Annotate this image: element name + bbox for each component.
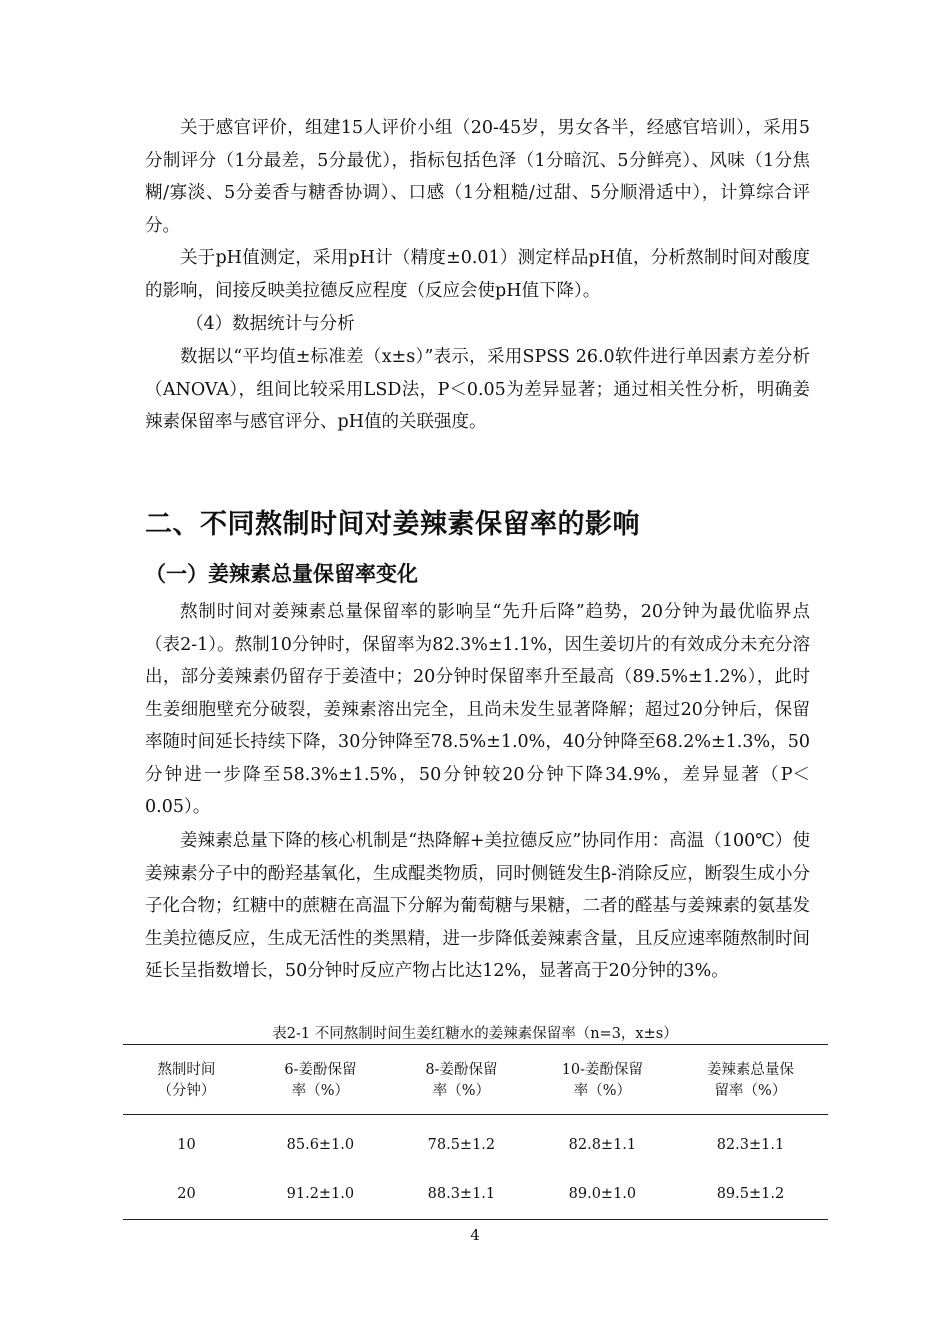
column-header-6-gingerol: 6-姜酚保留 率（%） xyxy=(250,1045,391,1115)
paragraph-sensory-evaluation: 关于感官评价，组建15人评价小组（20-45岁，男女各半，经感官培训），采用5分制评分（1分最差，5分最优），指标包括色泽（1分暗沉、5分鲜亮）、风味（1分焦糊/寡淡、5分姜香与糖香协调）、口感（1分粗糙/过甜、5分顺滑适中），计算综合评分。 xyxy=(145,118,810,236)
column-header-total-gingerol: 姜辣素总量保 留率（%） xyxy=(673,1045,828,1115)
cell-time: 20 xyxy=(123,1169,250,1220)
table-header-row xyxy=(123,1045,828,1115)
page-number: 4 xyxy=(470,1226,480,1244)
cell-8-gingerol: 88.3±1.1 xyxy=(391,1169,532,1220)
paragraph-statistics: 数据以“平均值±标准差（x±s）”表示，采用SPSS 26.0软件进行单因素方差分析（ANOVA），组间比较采用LSD法，P＜0.05为差异显著；通过相关性分析，明确姜辣素保留率与感官评分、pH值的关联强度。 xyxy=(145,347,810,432)
cell-time: 10 xyxy=(177,1137,196,1153)
cell-6-gingerol: 91.2±1.0 xyxy=(250,1169,391,1220)
section-heading: 二、不同熬制时间对姜辣素保留率的影响 xyxy=(145,509,640,540)
paragraph-retention-change: 熬制时间对姜辣素总量保留率的影响呈“先升后降”趋势，20分钟为最优临界点（表2-1）。熬制10分钟时，保留率为82.3%±1.1%，因生姜切片的有效成分未充分溶出，部分姜辣素仍留存于姜渣中；20分钟时保留率升至最高（89.5%±1.2%），此时生姜细胞壁充分破裂，姜辣素溶出完全，且尚未发生显著降解；超过20分钟后，保留率随时间延长持续下降，30分钟降至78.5%±1.0%，40分钟降至68.2%±1.3%，50分钟进一步降至58.3%±1.5%，50分钟较20分钟下降34.9%，差异显著（P＜0.05）。 xyxy=(145,602,810,817)
table-row xyxy=(123,1169,828,1220)
paragraph-mechanism: 姜辣素总量下降的核心机制是“热降解+美拉德反应”协同作用：高温（100℃）使姜辣素分子中的酚羟基氧化，生成醌类物质，同时侧链发生β-消除反应，断裂生成小分子化合物；红糖中的蔗糖在高温下分解为葡萄糖与果糖，二者的醛基与姜辣素的氨基发生美拉德反应，生成无活性的类黑精，进一步降低姜辣素含量，且反应速率随熬制时间延长呈指数增长，50分钟时反应产物占比达12%，显著高于20分钟的3%。 xyxy=(145,831,810,981)
column-header-10-gingerol: 10-姜酚保留 率（%） xyxy=(532,1045,673,1115)
column-header-time: 熬制时间 （分钟） xyxy=(123,1045,250,1115)
cell-10-gingerol: 82.8±1.1 xyxy=(568,1137,637,1153)
cell-8-gingerol: 78.5±1.2 xyxy=(427,1137,496,1153)
paragraph-ph-measurement: 关于pH值测定，采用pH计（精度±0.01）测定样品pH值，分析熬制时间对酸度的影响，间接反映美拉德反应程度（反应会使pH值下降）。 xyxy=(145,248,810,301)
cell-10-gingerol: 89.0±1.0 xyxy=(532,1169,673,1220)
retention-table xyxy=(123,1044,828,1220)
subsection-heading: （一）姜辣素总量保留率变化 xyxy=(145,562,418,586)
table-row xyxy=(123,1115,828,1170)
table-caption: 表2-1 不同熬制时间生姜红糖水的姜辣素保留率（n=3，x±s） xyxy=(272,1026,678,1042)
cell-total-gingerol: 82.3±1.1 xyxy=(716,1137,785,1153)
column-header-8-gingerol: 8-姜酚保留 率（%） xyxy=(391,1045,532,1115)
subheading-statistics: （4）数据统计与分析 xyxy=(186,314,355,334)
cell-6-gingerol: 85.6±1.0 xyxy=(286,1137,355,1153)
cell-total-gingerol: 89.5±1.2 xyxy=(673,1169,828,1220)
